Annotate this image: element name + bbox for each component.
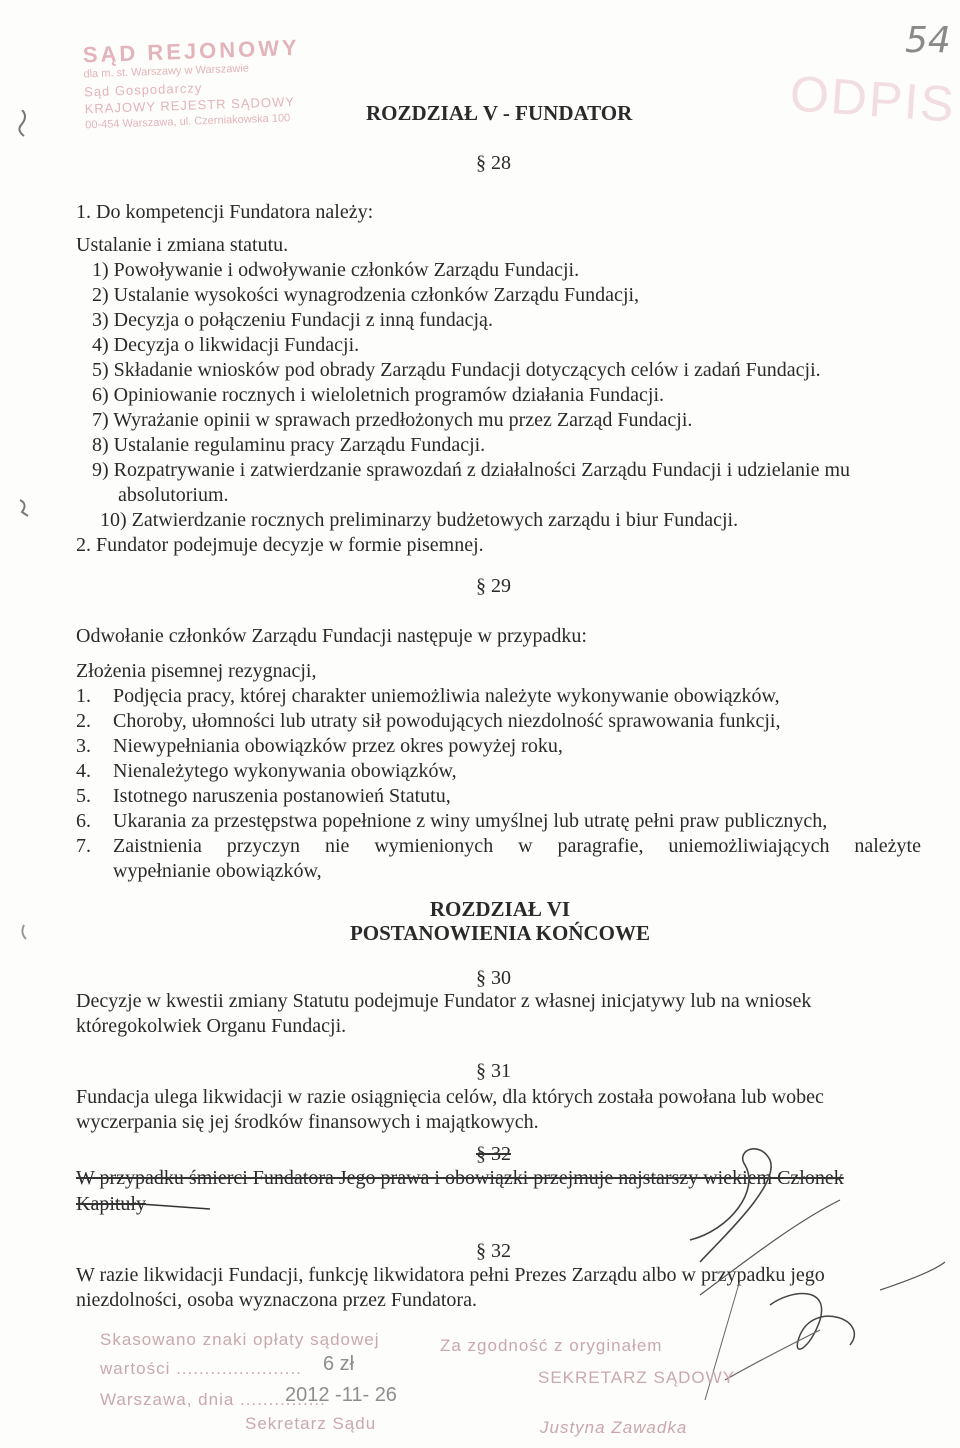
conformity-stamp-line1: Za zgodność z oryginałem [440, 1336, 663, 1355]
chapter6-title-line2: POSTANOWIENIA KOŃCOWE [349, 921, 651, 945]
s32-struck-mark: § 32 [476, 1143, 511, 1165]
fee-stamp-amount: 6 zł [323, 1353, 355, 1375]
s29-item-num-2: 2. [76, 710, 91, 732]
s32-struck-line2: Kapituły [76, 1193, 146, 1215]
s28-item-6: 6) Opiniowanie rocznych i wieloletnich programów działania Fundacji. [92, 384, 665, 406]
s28-item-2: 2) Ustalanie wysokości wynagrodzenia członków Zarządu Fundacji, [92, 284, 640, 306]
s28-item-4: 4) Decyzja o likwidacji Fundacji. [92, 334, 360, 356]
fee-stamp-line3-label: Warszawa, dnia ............... [100, 1390, 326, 1409]
fee-stamp-line4: Sekretarz Sądu [245, 1414, 377, 1433]
s28-item-3: 3) Decyzja o połączeniu Fundacji z inną fundacją. [92, 309, 493, 331]
fee-stamp-line2-label: wartości ...................... [100, 1359, 302, 1378]
s29-item-num-5: 5. [76, 785, 91, 807]
s28-point-2: 2. Fundator podejmuje decyzje w formie pisemnej. [76, 534, 484, 556]
s29-item-text-4: Nienależytego wykonywania obowiązków, [113, 760, 457, 782]
s29-item-num-7: 7. [76, 835, 91, 857]
court-stamp-line1: SĄD REJONOWY [82, 34, 301, 68]
s29-item-num-3: 3. [76, 735, 91, 757]
s28-item-1: 1) Powoływanie i odwoływanie członków Zarządu Fundacji. [92, 259, 580, 281]
odpis-stamp: ODPIS [788, 65, 958, 133]
fee-stamp-line1: Skasowano znaki opłaty sądowej [100, 1330, 380, 1349]
court-stamp-line2: dla m. st. Warszawy w Warszawie [83, 62, 250, 81]
s29-item-text-2: Choroby, ułomności lub utraty sił powodujących niezdolność sprawowania funkcji, [113, 710, 781, 732]
s29-mark: § 29 [476, 575, 511, 597]
s32-mark: § 32 [476, 1240, 511, 1262]
s28-item-8: 8) Ustalanie regulaminu pracy Zarządu Fundacji. [92, 434, 486, 456]
s29-item-text-6: Ukarania za przestępstwa popełnione z winy umyślnej lub utratę pełni praw publicznych, [113, 810, 828, 832]
s28-item-9-cont: absolutorium. [118, 484, 229, 506]
s32-struck-line1: W przypadku śmierci Fundatora Jego prawa i obowiązki przejmuje najstarszy wiekiem Członek [76, 1167, 844, 1189]
s29-item-7-cont: wypełnianie obowiązków, [113, 860, 322, 882]
chapter6-title-line1: ROZDZIAŁ VI [429, 897, 571, 921]
s29-intro: Odwołanie członków Zarządu Fundacji następuje w przypadku: [76, 625, 587, 647]
court-stamp-line5: 00-454 Warszawa, ul. Czerniakowska 100 [85, 112, 291, 132]
s29-item-text-3: Niewypełniania obowiązków przez okres powyżej roku, [113, 735, 563, 757]
fee-stamp-date: 2012 -11- 26 [285, 1384, 397, 1406]
s30-line1: Decyzje w kwestii zmiany Statutu podejmuje Fundator z własnej inicjatywy lub na wniosek [76, 990, 812, 1012]
s30-mark: § 30 [476, 967, 511, 989]
s29-lead: Złożenia pisemnej rezygnacji, [76, 660, 317, 682]
s28-mark: § 28 [476, 152, 511, 174]
s29-item-num-6: 6. [76, 810, 91, 832]
s29-item-text-1: Podjęcia pracy, której charakter uniemożliwia należyte wykonywanie obowiązków, [113, 685, 780, 707]
s28-item-10: 10) Zatwierdzanie rocznych preliminarzy budżetowych zarządu i biur Fundacji. [100, 509, 739, 531]
s31-line2: wyczerpania się jej środków finansowych i majątkowych. [76, 1111, 539, 1133]
conformity-stamp-line3: Justyna Zawadka [540, 1418, 688, 1437]
chapter5-title: ROZDZIAŁ V - FUNDATOR [366, 101, 633, 125]
court-stamp-line3: Sąd Gospodarczy [83, 80, 203, 100]
s29-item-text-7: Zaistnienia przyczyn nie wymienionych w paragrafie, uniemożliwiających należyte [113, 835, 921, 857]
conformity-stamp-line2: SEKRETARZ SĄDOWY [538, 1368, 736, 1387]
s32-line2: niezdolności, osoba wyznaczona przez Fundatora. [76, 1289, 477, 1311]
court-stamp-line4: KRAJOWY REJESTR SĄDOWY [84, 94, 296, 117]
s32-line1: W razie likwidacji Fundacji, funkcję likwidatora pełni Prezes Zarządu albo w przypadku jego [76, 1264, 825, 1286]
s29-item-num-4: 4. [76, 760, 91, 782]
s28-item-9: 9) Rozpatrywanie i zatwierdzanie sprawozdań z działalności Zarządu Fundacji i udzielanie mu [92, 459, 851, 481]
s28-intro: 1. Do kompetencji Fundatora należy: [76, 201, 374, 223]
page-number: 54 [905, 20, 951, 61]
s31-mark: § 31 [476, 1060, 511, 1082]
s28-lead: Ustalanie i zmiana statutu. [76, 234, 289, 256]
s31-line1: Fundacja ulega likwidacji w razie osiągnięcia celów, dla których została powołana lub wobec [76, 1086, 824, 1108]
s28-item-7: 7) Wyrażanie opinii w sprawach przedłożonych mu przez Zarząd Fundacji. [92, 409, 693, 431]
s30-line2: któregokolwiek Organu Fundacji. [76, 1015, 347, 1037]
s29-item-text-5: Istotnego naruszenia postanowień Statutu, [113, 785, 451, 807]
s29-item-num-1: 1. [76, 685, 91, 707]
s28-item-5: 5) Składanie wniosków pod obrady Zarządu Fundacji dotyczących celów i zadań Fundacji. [92, 359, 821, 381]
